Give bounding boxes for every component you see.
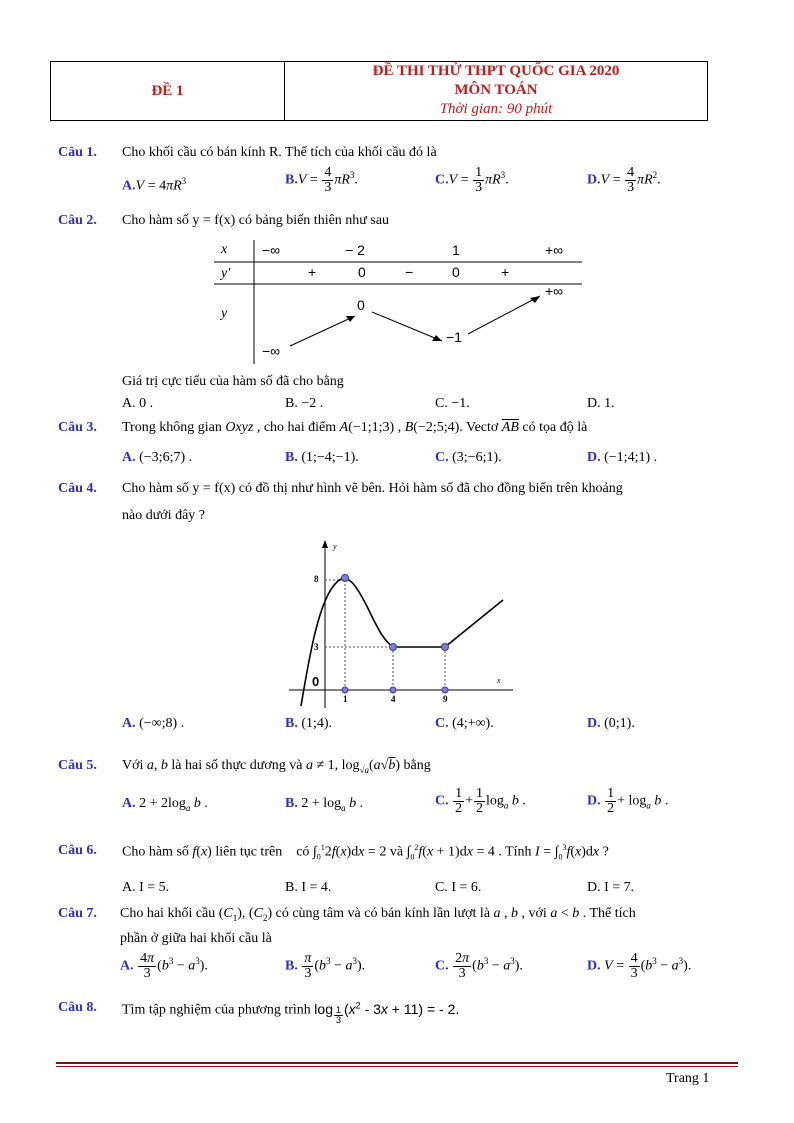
vt-sign: + (501, 264, 510, 280)
q2-option-c[interactable]: C. −1. (435, 396, 470, 411)
exam-time: Thời gian: 90 phút (439, 101, 553, 117)
vt-x-label: x (221, 242, 228, 257)
exam-title: ĐỀ THI THỬ THPT QUỐC GIA 2020 (372, 63, 620, 79)
q6-option-b[interactable]: B. I = 4. (285, 880, 332, 895)
question-8-label: Câu 8. (58, 1000, 97, 1015)
q1-option-b[interactable]: B.V = $\frac{4}{3}$ $\pi R^3$. (285, 165, 358, 195)
q2-option-a[interactable]: A. 0 . (122, 396, 154, 411)
header-table (50, 61, 708, 121)
q3-option-a[interactable]: A. (−3;6;7) . (122, 450, 193, 465)
question-3-text: Trong không gian Oxyz , cho hai điểm A(−1;1;3) , B(−2;5;4). Vectơ $\overline{AB}$ có tọa độ là (122, 420, 588, 435)
q1-option-c[interactable]: C.V = $\frac{1}{3}$ $\pi R^3$. (435, 165, 509, 195)
question-4-label: Câu 4. (58, 481, 97, 496)
q4-option-d[interactable]: D. (0;1). (587, 716, 635, 731)
graph-y-axis-label: y (333, 542, 337, 551)
subject-title: MÔN TOÁN (454, 82, 538, 98)
question-5-label: Câu 5. (58, 758, 97, 773)
q7-option-c[interactable]: C. $\frac{2\pi}{3}$ $(b^3 - a^3)$. (435, 951, 523, 981)
vt-y-label: y (221, 306, 228, 321)
question-6-text: Cho hàm số f(x) liên tục trên có $\int_0^12f(x)dx = 2$ và $\int_0^2f(x + 1)dx = 4$ . Tính $I = \int_0^3f(x)dx$ ? (122, 843, 609, 862)
vt-sign: 0 (452, 264, 460, 280)
graph-y-tick: 3 (314, 642, 319, 652)
vt-y-value: +∞ (545, 283, 564, 299)
question-5-text: Với a, b là hai số thực dương và a ≠ 1, $\log_{√a}(a√b)$ bằng (122, 758, 431, 775)
question-7-text: Cho hai khối cầu $(C_1)$, $(C_2)$ có cùng tâm và có bán kính lần lượt là a , b , với a < b . Thể tích (120, 906, 636, 923)
question-8-text: Tìm tập nghiệm của phương trình log $_{\frac{1}{3}}$ $(x^2 - 3x + 11)$ = - 2. (122, 1000, 460, 1025)
q7-option-d[interactable]: D. V = $\frac{4}{3}$ $(b^3 - a^3)$. (587, 951, 692, 981)
exam-code: ĐỀ 1 (151, 83, 184, 99)
vt-y-value: 0 (357, 297, 365, 313)
vt-x-value: −∞ (262, 242, 281, 258)
question-1-label: Câu 1. (58, 145, 97, 160)
question-2-text: Cho hàm số y = f(x) có bảng biến thiên như sau (122, 213, 390, 228)
q7-option-b[interactable]: B. $\frac{\pi}{3}$ $(b^3 - a^3)$. (285, 951, 366, 981)
q3-option-b[interactable]: B. (1;−4;−1). (285, 450, 359, 465)
q2-option-b[interactable]: B. −2 . (285, 396, 324, 411)
question-7-text-cont: phần ở giữa hai khối cầu là (120, 931, 272, 946)
q5-option-a[interactable]: A. $2 + 2\log_a$ b . (122, 796, 208, 813)
question-2-prompt: Giá trị cực tiểu của hàm số đã cho bằng (122, 374, 344, 389)
q3-option-d[interactable]: D. (−1;4;1) . (587, 450, 658, 465)
vt-sign: + (308, 264, 317, 280)
graph-origin-label: 0 (312, 674, 320, 689)
q3-option-c[interactable]: C. (3;−6;1). (435, 450, 502, 465)
graph-x-axis-label: x (497, 676, 501, 685)
q6-option-c[interactable]: C. I = 6. (435, 880, 482, 895)
q4-option-a[interactable]: A. (−∞;8) . (122, 716, 185, 731)
question-1-text: Cho khối cầu có bán kính R. Thể tích của khối cầu đó là (122, 145, 437, 160)
vt-x-value: 1 (452, 242, 460, 258)
footer-rule (56, 1062, 738, 1064)
q1-option-a[interactable]: $A.V = 4\pi R^3$ (122, 176, 187, 194)
question-2-label: Câu 2. (58, 213, 97, 228)
vt-y-value: −∞ (262, 343, 281, 359)
vt-x-value: +∞ (545, 242, 564, 258)
page-number: Trang 1 (666, 1071, 710, 1086)
vt-yprime-label: y′ (221, 266, 231, 281)
q5-option-d[interactable]: D. $\frac{1}{2}$ + $\log_a b$ . (587, 786, 669, 816)
q6-option-d[interactable]: D. I = 7. (587, 880, 635, 895)
q1-option-d[interactable]: D.V = $\frac{4}{3}$ $\pi R^2$. (587, 165, 661, 195)
q5-option-b[interactable]: B. $2 + \log_a b$ . (285, 796, 364, 813)
q4-option-b[interactable]: B. (1;4). (285, 716, 333, 731)
function-graph (285, 538, 515, 710)
q2-option-d[interactable]: D. 1. (587, 396, 615, 411)
q5-option-c[interactable]: C. $\frac{1}{2}$ + $\frac{1}{2}$ $\log_a b$ . (435, 786, 526, 816)
graph-y-tick: 8 (314, 574, 319, 584)
q7-option-a[interactable]: A. $\frac{4\pi}{3}$ $(b^3 - a^3)$. (120, 951, 208, 981)
question-3-label: Câu 3. (58, 420, 97, 435)
vt-sign: − (405, 264, 414, 280)
question-4-text-cont: nào dưới đây ? (122, 508, 206, 523)
question-7-label: Câu 7. (58, 906, 97, 921)
vt-y-value: −1 (446, 329, 462, 345)
question-6-label: Câu 6. (58, 843, 97, 858)
vt-x-value: − 2 (345, 242, 365, 258)
vt-sign: 0 (358, 264, 366, 280)
graph-x-tick: 1 (343, 694, 348, 704)
graph-x-tick: 4 (391, 694, 396, 704)
question-4-text: Cho hàm số y = f(x) có đồ thị như hình vẽ bên. Hỏi hàm số đã cho đồng biến trên khoảng (122, 481, 623, 496)
graph-x-tick: 9 (443, 694, 448, 704)
q6-option-a[interactable]: A. I = 5. (122, 880, 170, 895)
footer-rule-thin (56, 1066, 738, 1067)
q4-option-c[interactable]: C. (4;+∞). (435, 716, 494, 731)
